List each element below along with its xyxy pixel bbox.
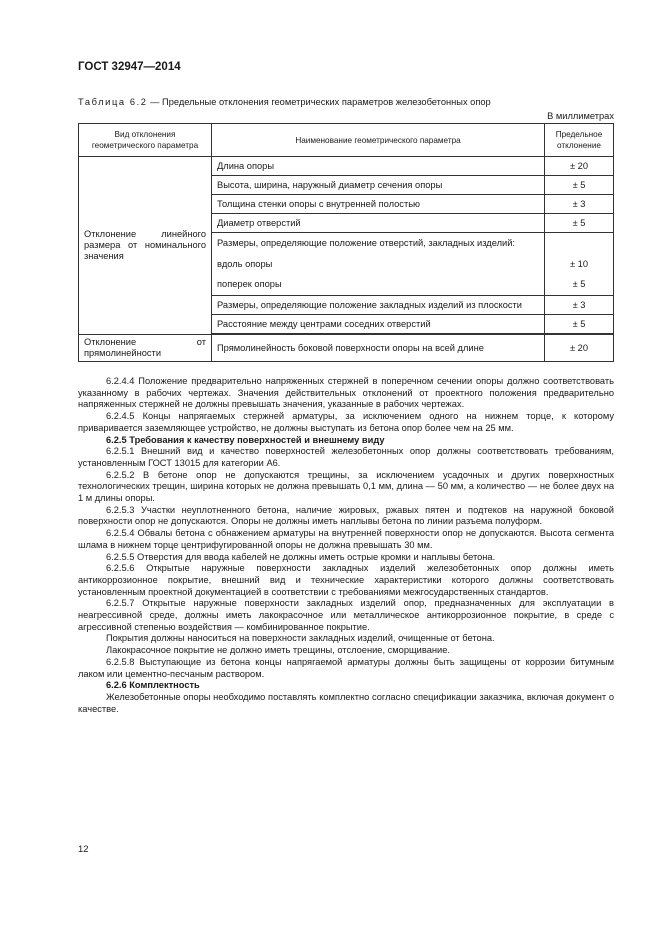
paragraph: 6.2.4.4 Положение предварительно напряженных стержней в поперечном сечении опоры должно соответствовать указанному в рабочих чертежах. Значения действительных отклонений от проектного положения предварительно напряженных стержней не должны превышать значения, указанные в рабочих чертежах.	[78, 376, 614, 410]
multiline-item: поперек опоры	[217, 279, 282, 290]
page-number: 12	[78, 844, 89, 855]
parameter-cell-multiline	[212, 233, 545, 296]
table-caption-text: — Предельные отклонения геометрических параметров железобетонных опор	[147, 97, 491, 107]
value-cell: ± 5	[545, 314, 614, 333]
paragraph: Лакокрасочное покрытие не должно иметь трещины, отслоение, сморщивание.	[106, 645, 450, 656]
multiline-value: ± 10	[569, 258, 589, 269]
multiline-title: Размеры, определяющие положение отверстий, закладных изделий:	[217, 238, 515, 248]
header-deviation: Предельное отклонение	[545, 124, 614, 157]
body-text	[78, 376, 614, 715]
multiline-value: ± 5	[572, 279, 586, 290]
parameter-cell: Прямолинейность боковой поверхности опоры на всей длине	[212, 334, 545, 361]
kind-cell: Отклонение от прямолинейности	[79, 334, 212, 361]
parameter-cell: Толщина стенки опоры с внутренней полостью	[212, 195, 545, 214]
table-units: В миллиметрах	[547, 111, 614, 121]
paragraph: 6.2.5.1 Внешний вид и качество поверхностей железобетонных опор должны соответствовать требованиям, установленным ГОСТ 13015 для категории А6.	[78, 446, 614, 468]
paragraph: 6.2.5.2 В бетоне опор не допускаются трещины, за исключением усадочных и других поверхностных технологических трещин, ширина которых не должна превышать 0,1 мм, длина — 50 мм, а количество — не более двух на 1 м длины опоры.	[78, 469, 614, 504]
paragraph: 6.2.5.4 Обвалы бетона с обнажением арматуры на внутренней поверхности опор не допускаются. Высота сегмента шлама в нижнем торце центрифугированной опоры не должна превышать 30 мм.	[78, 528, 614, 550]
table-row	[79, 157, 614, 176]
parameter-cell: Диаметр отверстий	[212, 214, 545, 233]
paragraph: 6.2.5.3 Участки неуплотненного бетона, наличие жировых, ржавых пятен и подтеков на наружной боковой поверхности опор не допускаются. Опоры не должны иметь наплывы бетона по линии разъема полуформ.	[78, 504, 614, 527]
paragraph: 6.2.5.6 Открытые наружные поверхности закладных изделий железобетонных опор должны иметь антикоррозионное покрытие, внешний вид и технические характеристики которого должны соответствовать установленным проектной документацией в соответствии с требованиями межгосударственных стандартов.	[78, 563, 614, 597]
table-row	[79, 334, 614, 361]
section-heading: 6.2.5 Требования к качеству поверхностей и внешнему виду	[106, 434, 385, 445]
value-cell-multiline	[545, 233, 614, 296]
deviations-table	[78, 123, 614, 362]
table-caption-label: Таблица 6.2	[78, 97, 148, 107]
value-cell: ± 20	[545, 334, 614, 361]
parameter-cell: Расстояние между центрами соседних отверстий	[212, 314, 545, 333]
parameter-cell: Длина опоры	[212, 157, 545, 176]
paragraph: 6.2.4.5 Концы напрягаемых стержней арматуры, за исключением одного на нижнем торце, к которому приваривается заземляющее устройство, не должны выступать из бетона опор более чем на 25 мм.	[78, 411, 614, 433]
value-cell: ± 3	[545, 295, 614, 314]
value-cell: ± 5	[545, 176, 614, 195]
paragraph: 6.2.5.5 Отверстия для ввода кабелей не должны иметь острые кромки и наплывы бетона.	[106, 551, 496, 562]
value-cell: ± 3	[545, 195, 614, 214]
document-header: ГОСТ 32947—2014	[78, 61, 181, 73]
table-header-row	[79, 124, 614, 157]
section-heading: 6.2.6 Комплектность	[106, 680, 200, 691]
table-caption	[78, 97, 491, 107]
paragraph: Железобетонные опоры необходимо поставлять комплектно согласно спецификации заказчика, включая документ о качестве.	[78, 691, 614, 714]
value-cell: ± 5	[545, 214, 614, 233]
header-parameter: Наименование геометрического параметра	[212, 124, 545, 157]
parameter-cell: Размеры, определяющие положение закладных изделий из плоскости	[212, 295, 545, 314]
kind-cell: Отклонение линейного размера от номинального значения	[79, 157, 212, 335]
multiline-item: вдоль опоры	[217, 258, 273, 269]
paragraph: 6.2.5.8 Выступающие из бетона концы напрягаемой арматуры должны быть защищены от коррозии битумным лаком или цементно-песчаным раствором.	[78, 656, 614, 679]
paragraph: 6.2.5.7 Открытые наружные поверхности закладных изделий опор, предназначенных для эксплуатации в неагрессивной среде, должны иметь лакокрасочное или металлическое антикоррозионное покрытие, в среде с агрессивной степенью воздействия — комбинированное покрытие.	[78, 598, 614, 632]
value-cell: ± 20	[545, 157, 614, 176]
header-kind: Вид отклонения геометрического параметра	[79, 124, 212, 157]
paragraph: Покрытия должны наноситься на поверхности закладных изделий, очищенные от бетона.	[106, 633, 495, 644]
parameter-cell: Высота, ширина, наружный диаметр сечения опоры	[212, 176, 545, 195]
